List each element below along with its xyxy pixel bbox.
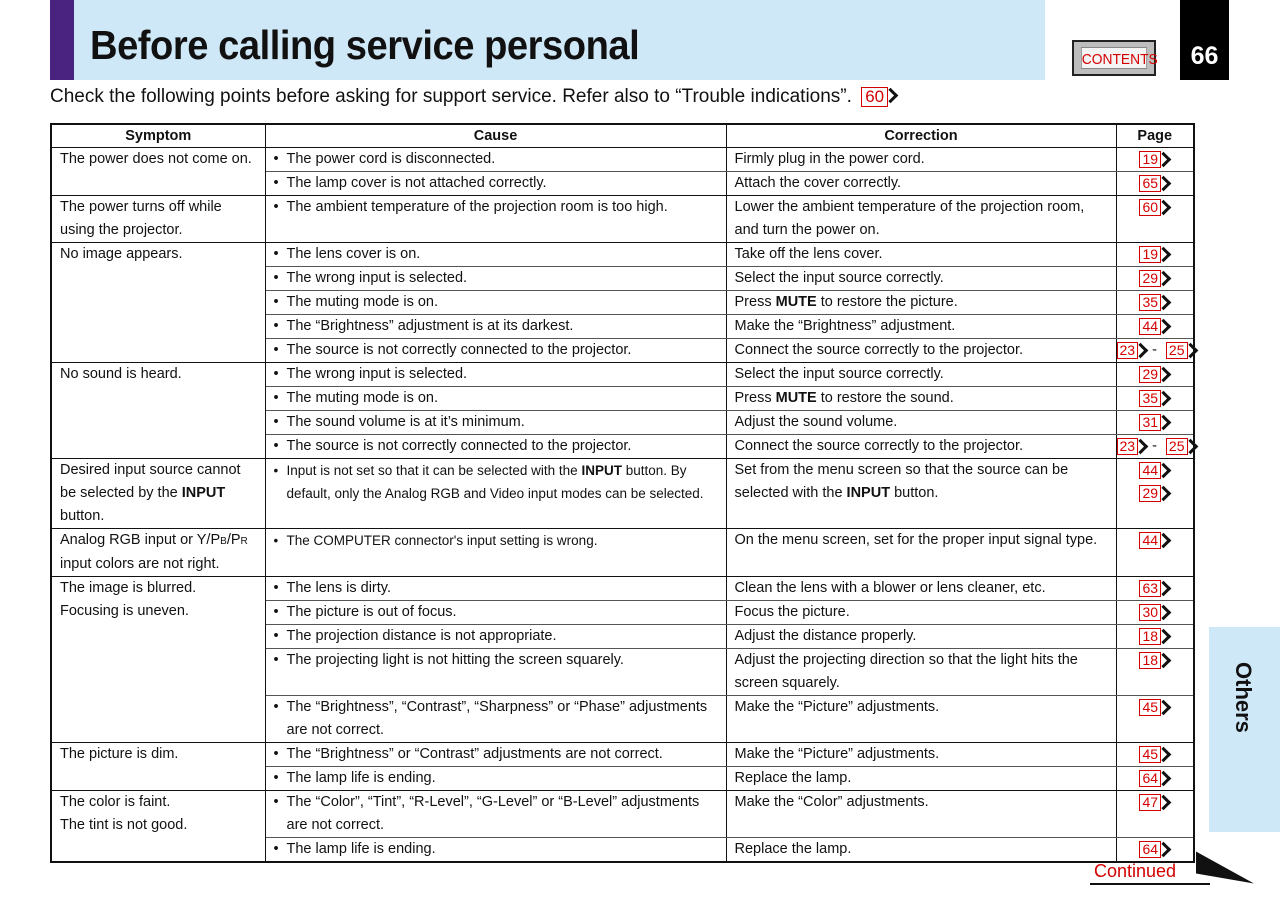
symptom-text: Focusing is uneven.	[60, 603, 189, 619]
symptom-text: Analog RGB input or Y/P	[60, 532, 221, 548]
cause-cell: • Input is not set so that it can be selected with the INPUT button. By default, only the Analog RGB and Video input modes can be selected.	[265, 459, 726, 529]
cause-cell: • The wrong input is selected.	[265, 363, 726, 387]
cause-cell: • The “Brightness” or “Contrast” adjustments are not correct.	[265, 743, 726, 767]
intro-text: Check the following points before asking for support service. Refer also to “Trouble indications”.	[50, 86, 852, 107]
correction-text: selected with the	[734, 485, 843, 501]
correction-text: and turn the power on.	[734, 222, 880, 238]
page-cell: 23 - 25	[1116, 435, 1194, 459]
symptom-text: The power does not come on.	[60, 151, 252, 167]
page-ref-link[interactable]: 65	[1139, 175, 1161, 192]
page-ref-link[interactable]: 18	[1139, 652, 1161, 669]
page-ref-link[interactable]: 23	[1117, 438, 1139, 455]
page-ref-link[interactable]: 19	[1139, 151, 1161, 168]
symptom-text: be selected by the	[60, 485, 178, 501]
contents-label: CONTENTS	[1081, 47, 1147, 69]
page-ref-link[interactable]: 35	[1139, 390, 1161, 407]
page-cell	[1116, 411, 1194, 435]
page-ref-link[interactable]: 30	[1139, 604, 1161, 621]
page-cell	[1116, 577, 1194, 601]
cause-text: The “Brightness” or “Contrast” adjustments are not correct.	[286, 746, 663, 762]
cause-cell: • The COMPUTER connector's input setting is wrong.	[265, 529, 726, 577]
page-number: 66	[1180, 0, 1229, 80]
table-row	[51, 577, 1194, 601]
correction-text: Press	[734, 294, 772, 310]
cause-text: The muting mode is on.	[286, 294, 439, 310]
button-name: MUTE	[775, 390, 817, 406]
others-side-tab[interactable]	[1209, 627, 1280, 832]
cause-cell: • The lamp cover is not attached correctly.	[265, 172, 726, 196]
page-ref-link[interactable]: 23	[1117, 342, 1139, 359]
page-ref-link[interactable]: 64	[1139, 770, 1161, 787]
cause-cell: • The ambient temperature of the projection room is too high.	[265, 196, 726, 243]
cause-text: The wrong input is selected.	[286, 270, 468, 286]
page-ref-link[interactable]: 45	[1139, 699, 1161, 716]
symptom-cell	[51, 459, 265, 529]
cause-text: The source is not correctly connected to the projector.	[286, 342, 632, 358]
page-cell	[1116, 148, 1194, 172]
cause-text: The lamp life is ending.	[286, 841, 436, 857]
table-row	[51, 196, 1194, 243]
correction-cell: On the menu screen, set for the proper input signal type.	[726, 529, 1116, 577]
page-cell	[1116, 601, 1194, 625]
cause-text: The COMPUTER connector's input setting is wrong.	[286, 533, 598, 548]
page-cell	[1116, 791, 1194, 838]
page-cell	[1116, 291, 1194, 315]
cause-cell: • The “Color”, “Tint”, “R-Level”, “G-Level” or “B-Level” adjustments are not correct.	[265, 791, 726, 838]
cause-text: The projecting light is not hitting the screen squarely.	[286, 652, 624, 668]
page-cell	[1116, 387, 1194, 411]
cause-text: The lamp cover is not attached correctly.	[286, 175, 547, 191]
cause-text: The source is not correctly connected to the projector.	[286, 438, 632, 454]
page-ref-link[interactable]: 60	[1139, 199, 1161, 216]
symptom-text: button.	[60, 508, 105, 524]
page-cell	[1116, 243, 1194, 267]
button-name: INPUT	[846, 485, 891, 501]
page-ref-link[interactable]: 25	[1166, 342, 1188, 359]
intro-line	[50, 86, 897, 108]
cause-cell: • The wrong input is selected.	[265, 267, 726, 291]
correction-cell: Connect the source correctly to the projector.	[726, 435, 1116, 459]
correction-cell: Make the “Picture” adjustments.	[726, 743, 1116, 767]
correction-cell	[726, 387, 1116, 411]
page-cell	[1116, 767, 1194, 791]
symptom-text: No image appears.	[60, 246, 183, 262]
page-cell	[1116, 315, 1194, 339]
page-ref-link[interactable]: 29	[1139, 485, 1161, 502]
correction-cell: Adjust the sound volume.	[726, 411, 1116, 435]
page-cell	[1116, 838, 1194, 863]
symptom-text: The tint is not good.	[60, 817, 188, 833]
table-row	[51, 529, 1194, 577]
cause-text: The power cord is disconnected.	[286, 151, 496, 167]
symptom-text: The image is blurred.	[60, 580, 197, 596]
table-row	[51, 743, 1194, 767]
symptom-cell	[51, 363, 265, 459]
table-row	[51, 243, 1194, 267]
correction-cell: Make the “Picture” adjustments.	[726, 696, 1116, 743]
correction-cell: Attach the cover correctly.	[726, 172, 1116, 196]
header-correction: Correction	[726, 124, 1116, 148]
correction-cell	[726, 291, 1116, 315]
continued-underline	[1090, 883, 1210, 885]
cause-cell: • The picture is out of focus.	[265, 601, 726, 625]
correction-cell: Clean the lens with a blower or lens cleaner, etc.	[726, 577, 1116, 601]
cause-text: The lens cover is on.	[286, 246, 421, 262]
cause-cell: • The muting mode is on.	[265, 291, 726, 315]
symptom-cell	[51, 743, 265, 791]
correction-text: to restore the sound.	[820, 390, 954, 406]
symptom-text: The color is faint.	[60, 794, 171, 810]
cause-cell: • The projection distance is not appropriate.	[265, 625, 726, 649]
page-cell	[1116, 529, 1194, 577]
cause-cell: • The source is not correctly connected to the projector.	[265, 435, 726, 459]
correction-cell: Connect the source correctly to the projector.	[726, 339, 1116, 363]
correction-cell: Select the input source correctly.	[726, 363, 1116, 387]
cause-text: Input is not set so that it can be selected with the INPUT button. By default, only the Analog RGB and Video input modes can be selected.	[286, 463, 704, 501]
correction-cell: Take off the lens cover.	[726, 243, 1116, 267]
cause-cell: • The projecting light is not hitting the screen squarely.	[265, 649, 726, 696]
correction-text: Lower the ambient temperature of the projection room,	[734, 199, 1085, 215]
cause-text: The picture is out of focus.	[286, 604, 457, 620]
page-ref-link[interactable]: 60	[861, 87, 888, 107]
symptom-text: R	[240, 536, 248, 547]
symptom-cell	[51, 529, 265, 577]
page-cell	[1116, 196, 1194, 243]
cause-cell: • The muting mode is on.	[265, 387, 726, 411]
button-name: MUTE	[775, 294, 817, 310]
correction-cell: Adjust the distance properly.	[726, 625, 1116, 649]
cause-cell: • The lamp life is ending.	[265, 838, 726, 863]
header-page: Page	[1116, 124, 1194, 148]
symptom-text: input colors are not right.	[60, 556, 220, 572]
troubleshooting-table	[50, 123, 1195, 863]
correction-cell	[726, 196, 1116, 243]
correction-text: screen squarely.	[734, 675, 840, 691]
correction-text: Set from the menu screen so that the source can be	[734, 462, 1069, 478]
page-title: Before calling service personal	[90, 22, 640, 68]
page-ref-link[interactable]: 44	[1139, 462, 1161, 479]
symptom-cell	[51, 791, 265, 863]
header-symptom: Symptom	[51, 124, 265, 148]
correction-cell: Focus the picture.	[726, 601, 1116, 625]
symptom-cell	[51, 243, 265, 363]
symptom-text: /P	[226, 532, 241, 548]
cause-cell: • The lens cover is on.	[265, 243, 726, 267]
correction-cell: Replace the lamp.	[726, 767, 1116, 791]
page-ref-link[interactable]: 64	[1139, 841, 1161, 858]
cause-text: The “Brightness” adjustment is at its darkest.	[286, 318, 574, 334]
cause-text: The “Color”, “Tint”, “R-Level”, “G-Level” or “B-Level” adjustments are not correct.	[286, 794, 700, 833]
cause-cell: • The “Brightness”, “Contrast”, “Sharpness” or “Phase” adjustments are not correct.	[265, 696, 726, 743]
cause-text: The sound volume is at it’s minimum.	[286, 414, 525, 430]
table-row	[51, 459, 1194, 529]
correction-cell: Firmly plug in the power cord.	[726, 148, 1116, 172]
header-cause: Cause	[265, 124, 726, 148]
symptom-cell	[51, 577, 265, 743]
cause-text: The lamp life is ending.	[286, 770, 436, 786]
symptom-text: Desired input source cannot	[60, 462, 241, 478]
cause-cell: • The power cord is disconnected.	[265, 148, 726, 172]
cause-cell: • The source is not correctly connected to the projector.	[265, 339, 726, 363]
button-name: INPUT	[181, 485, 226, 501]
page-cell	[1116, 625, 1194, 649]
table-row	[51, 791, 1194, 838]
symptom-text: The picture is dim.	[60, 746, 179, 762]
page-ref-link[interactable]: 19	[1139, 246, 1161, 263]
page-ref-link[interactable]: 18	[1139, 628, 1161, 645]
cause-text: The muting mode is on.	[286, 390, 439, 406]
page-cell	[1116, 459, 1194, 529]
page-ref-link[interactable]: 44	[1139, 318, 1161, 335]
page-ref-link[interactable]: 31	[1139, 414, 1161, 431]
symptom-text: The power turns off while	[60, 199, 222, 215]
cause-text: The “Brightness”, “Contrast”, “Sharpness” or “Phase” adjustments are not correct.	[286, 699, 708, 738]
symptom-text: No sound is heard.	[60, 366, 182, 382]
page-ref-link[interactable]: 35	[1139, 294, 1161, 311]
page-ref-link[interactable]: 44	[1139, 532, 1161, 549]
contents-button[interactable]	[1072, 40, 1156, 76]
cause-text: The projection distance is not appropriate.	[286, 628, 557, 644]
page-cell	[1116, 696, 1194, 743]
symptom-cell	[51, 148, 265, 196]
page-ref-link[interactable]: 45	[1139, 746, 1161, 763]
page-ref-link[interactable]: 47	[1139, 794, 1161, 811]
page-ref-link[interactable]: 25	[1166, 438, 1188, 455]
page-cell	[1116, 743, 1194, 767]
correction-cell: Select the input source correctly.	[726, 267, 1116, 291]
continued-link[interactable]: Continued	[1094, 861, 1177, 881]
side-tab-label: Others	[1231, 662, 1256, 733]
cause-cell: • The lamp life is ending.	[265, 767, 726, 791]
correction-cell: Make the “Brightness” adjustment.	[726, 315, 1116, 339]
correction-cell	[726, 459, 1116, 529]
page-ref-link[interactable]: 63	[1139, 580, 1161, 597]
cause-cell: • The “Brightness” adjustment is at its darkest.	[265, 315, 726, 339]
cause-text: The wrong input is selected.	[286, 366, 468, 382]
button-name: INPUT	[581, 463, 622, 478]
page-cell	[1116, 649, 1194, 696]
symptom-text: B	[220, 536, 227, 547]
table-row	[51, 148, 1194, 172]
correction-text: button.	[894, 485, 939, 501]
correction-text: to restore the picture.	[820, 294, 958, 310]
correction-text: Adjust the projecting direction so that the light hits the	[734, 652, 1078, 668]
cause-text: The ambient temperature of the projection room is too high.	[286, 199, 668, 215]
page-cell	[1116, 172, 1194, 196]
correction-text: Press	[734, 390, 772, 406]
cause-text: The lens is dirty.	[286, 580, 391, 596]
page-cell	[1116, 363, 1194, 387]
table-row	[51, 363, 1194, 387]
page-ref-link[interactable]: 29	[1139, 366, 1161, 383]
page-cell	[1116, 267, 1194, 291]
cause-cell: • The lens is dirty.	[265, 577, 726, 601]
page-ref-link[interactable]: 29	[1139, 270, 1161, 287]
symptom-text: using the projector.	[60, 222, 183, 238]
symptom-cell	[51, 196, 265, 243]
cause-cell: • The sound volume is at it’s minimum.	[265, 411, 726, 435]
continued-arrow-icon[interactable]	[1196, 851, 1254, 894]
correction-cell	[726, 649, 1116, 696]
header-accent-bar	[50, 0, 74, 80]
correction-cell: Make the “Color” adjustments.	[726, 791, 1116, 838]
correction-cell: Replace the lamp.	[726, 838, 1116, 863]
page-cell: 23 - 25	[1116, 339, 1194, 363]
